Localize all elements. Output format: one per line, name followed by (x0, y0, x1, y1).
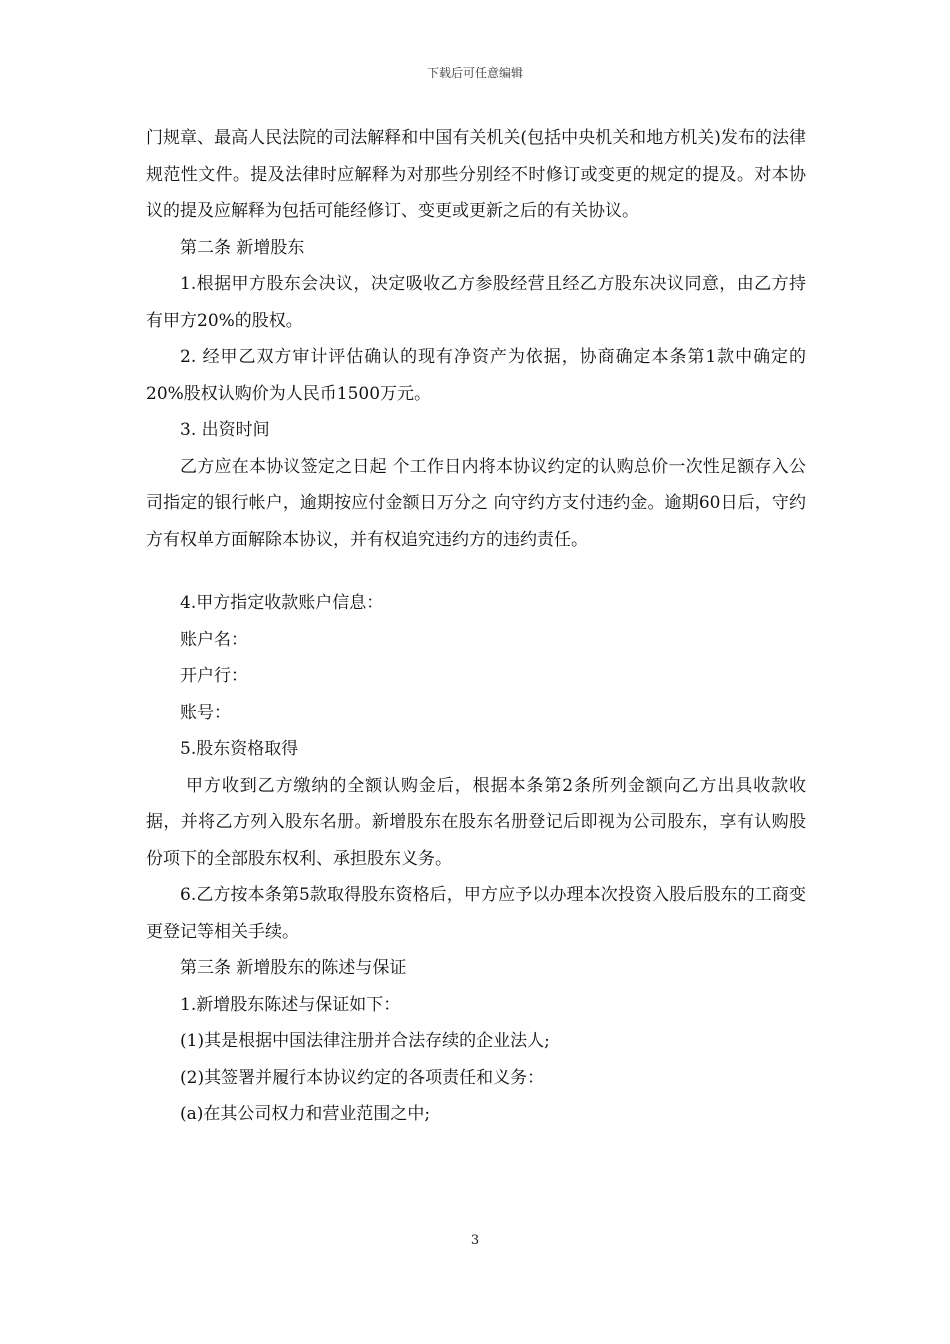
paragraph: 甲方收到乙方缴纳的全额认购金后，根据本条第2条所列金额向乙方出具收款收据，并将乙方列入股东名册。新增股东在股东名册登记后即视为公司股东，享有认购股份项下的全部股东权利、承担股东义务。 (146, 775, 806, 869)
account-number-field: 账号： (180, 702, 231, 723)
paragraph: 4.甲方指定收款账户信息： (180, 593, 384, 613)
paragraph: 5.股东资格取得 (180, 739, 299, 759)
bank-field: 开户行： (180, 666, 248, 686)
blank-line (146, 558, 806, 585)
paragraph: 门规章、最高人民法院的司法解释和中国有关机关(包括中央机关和地方机关)发布的法律规范性文件。提及法律时应解释为对那些分别经不时修订或变更的规定的提及。对本协议的提及应解释为包括可能经修订、变更或更新之后的有关协议。 (146, 128, 806, 221)
paragraph: 3. 出资时间 (180, 420, 270, 440)
account-name-field: 账户名： (180, 629, 248, 650)
paragraph: (1)其是根据中国法律注册并合法存续的企业法人; (180, 1031, 550, 1051)
paragraph: (a)在其公司权力和营业范围之中; (180, 1104, 431, 1124)
document-body (146, 120, 806, 1133)
paragraph: (2)其签署并履行本协议约定的各项责任和义务： (180, 1067, 545, 1088)
paragraph: 1.新增股东陈述与保证如下： (180, 994, 401, 1015)
page-number: 3 (470, 1233, 480, 1248)
section-heading: 第三条 新增股东的陈述与保证 (180, 958, 407, 978)
paragraph: 6.乙方按本条第5款取得股东资格后，甲方应予以办理本次投资入股后股东的工商变更登记等相关手续。 (146, 885, 806, 942)
page-header: 下载后可任意编辑 (426, 66, 523, 80)
paragraph: 2. 经甲乙双方审计评估确认的现有净资产为依据，协商确定本条第1款中确定的20%股权认购价为人民币1500万元。 (146, 347, 806, 404)
paragraph: 乙方应在本协议签定之日起 个工作日内将本协议约定的认购总价一次性足额存入公司指定的银行帐户，逾期按应付金额日万分之 向守约方支付违约金。逾期60日后，守约方有权单方面解除本协议，并有权追究违约方的违约责任。 (146, 456, 806, 550)
paragraph: 1.根据甲方股东会决议，决定吸收乙方参股经营且经乙方股东决议同意，由乙方持有甲方20%的股权。 (146, 274, 806, 331)
section-heading: 第二条 新增股东 (180, 237, 305, 258)
